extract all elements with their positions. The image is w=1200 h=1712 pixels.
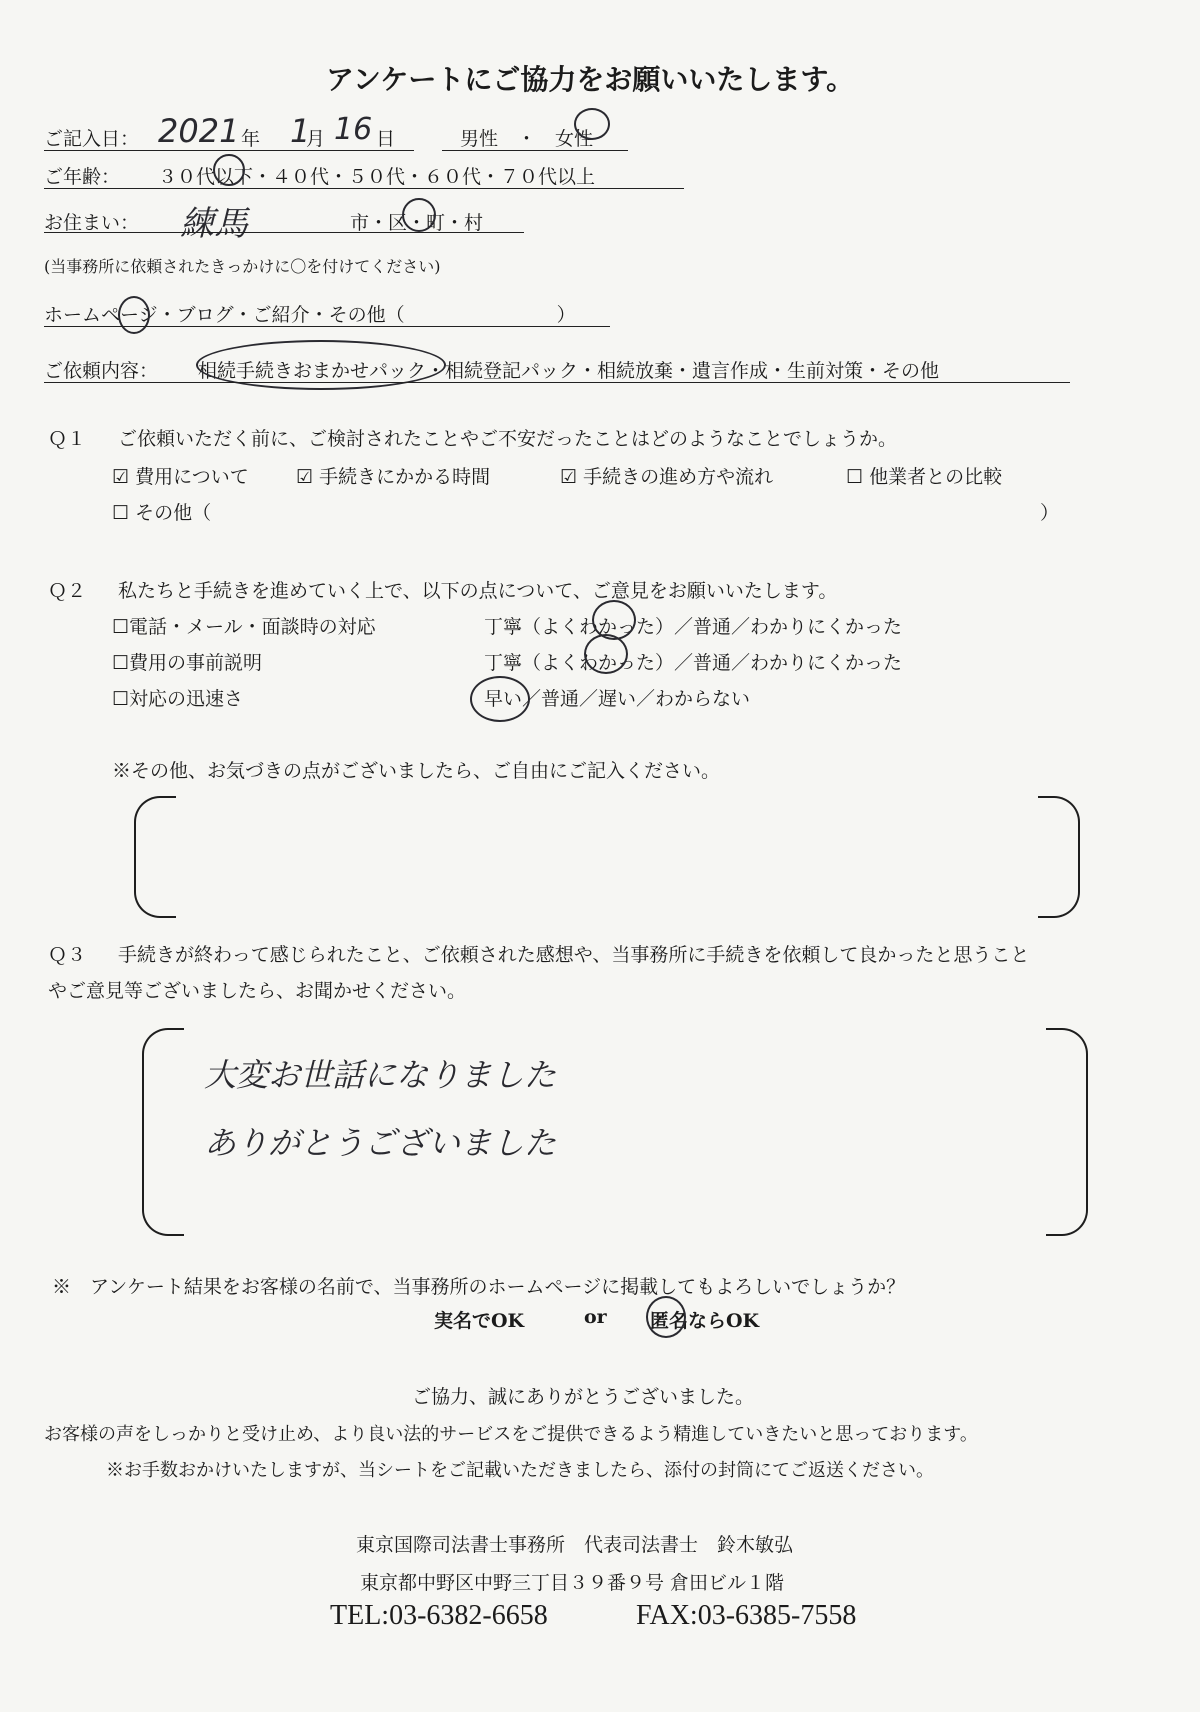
q2-row-fee-circle-mark xyxy=(584,634,628,674)
office-address: 東京都中野区中野三丁目３９番９号 倉田ビル１階 xyxy=(360,1572,785,1594)
gender-female-circle-mark xyxy=(574,108,610,140)
age-label: ご年齢： xyxy=(44,166,121,188)
trigger-underline xyxy=(44,326,610,327)
address-underline xyxy=(44,232,524,233)
q1-option-cost: ☑ 費用について xyxy=(112,466,249,488)
q2-comment-bracket-left xyxy=(134,796,176,918)
publish-question: ※ アンケート結果をお客様の名前で、当事務所のホームページに掲載してもよろしいでしょうか？ xyxy=(52,1276,906,1298)
q1-option-compare: ☐ 他業者との比較 xyxy=(846,466,1003,488)
q2-row-speed-circle-mark xyxy=(470,676,530,722)
date-month-value: 1 xyxy=(290,112,311,150)
age-options: ３０代以下・４０代・５０代・６０代・７０代以上 xyxy=(158,166,596,188)
closing-thanks: ご協力、誠にありがとうございました。 xyxy=(412,1386,755,1408)
office-name: 東京国際司法書士事務所 代表司法書士 鈴木敏弘 xyxy=(356,1534,794,1556)
q2-row-contact-scale: 丁寧（よくわかった）／普通／わかりにくかった xyxy=(484,616,903,638)
request-label: ご依頼内容： xyxy=(44,360,159,382)
q3-question-line2: やご意見等ございましたら、お聞かせください。 xyxy=(48,980,467,1002)
closing-message: お客様の声をしっかりと受け止め、より良い法的サービスをご提供できるよう精進していきたいと思っております。 xyxy=(44,1424,978,1445)
gender-underline xyxy=(442,150,628,151)
publish-or: or xyxy=(584,1306,607,1328)
trigger-options: ホームページ・ブログ・ご紹介・その他（ ） xyxy=(44,304,576,326)
address-ward-circle-mark xyxy=(402,198,436,232)
date-month-unit: 月 xyxy=(306,128,326,150)
office-tel: TEL:03-6382-6658 xyxy=(330,1600,548,1631)
trigger-homepage-circle-mark xyxy=(118,296,150,334)
publish-option-real-name: 実名でOK xyxy=(434,1310,525,1332)
address-label: お住まい： xyxy=(44,212,140,234)
q1-option-other: ☐ その他（ xyxy=(112,502,212,524)
q2-row-contact-label: ☐電話・メール・面談時の対応 xyxy=(112,616,376,638)
request-options: 相続手続きおまかせパック・相続登記パック・相続放棄・遺言作成・生前対策・その他 xyxy=(198,360,940,382)
date-year-value: 2021 xyxy=(158,112,240,150)
q1-option-process: ☑ 手続きの進め方や流れ xyxy=(560,466,774,488)
address-handwritten-value: 練馬 xyxy=(180,204,248,244)
q3-number: Ｑ３ xyxy=(48,944,87,966)
office-fax: FAX:03-6385-7558 xyxy=(636,1600,857,1631)
q2-question: 私たちと手続きを進めていく上で、以下の点について、ご意見をお願いいたします。 xyxy=(118,580,838,602)
date-day-value: 16 xyxy=(334,112,373,147)
q3-answer-bracket-left xyxy=(142,1028,184,1236)
q2-row-speed-scale: 早い／普通／遅い／わからない xyxy=(484,688,751,710)
q2-row-speed-label: ☐対応の迅速さ xyxy=(112,688,244,710)
q1-option-time: ☑ 手続きにかかる時間 xyxy=(296,466,491,488)
q3-handwritten-answer-line2: ありがとうございました xyxy=(204,1124,557,1162)
date-day-unit: 日 xyxy=(376,128,396,150)
age-underline xyxy=(44,188,684,189)
gender-options: 男性 ・ 女性 xyxy=(460,128,594,150)
q3-answer-bracket-right xyxy=(1046,1028,1088,1236)
page-title: アンケートにご協力をお願いいたします。 xyxy=(326,63,855,96)
q2-free-prompt: ※その他、お気づきの点がございましたら、ご自由にご記入ください。 xyxy=(112,760,721,782)
q2-comment-bracket-right xyxy=(1038,796,1080,918)
closing-note: ※お手数おかけいたしますが、当シートをご記載いただきましたら、添付の封筒にてご返送ください。 xyxy=(106,1460,934,1481)
publish-option-anonymous: 匿名ならOK xyxy=(650,1310,760,1332)
request-underline xyxy=(44,382,1070,383)
q1-option-other-close: ） xyxy=(1040,502,1060,524)
q1-question: ご依頼いただく前に、ご検討されたことやご不安だったことはどのようなことでしょうか。 xyxy=(118,428,898,450)
q2-row-fee-scale: 丁寧（よくわかった）／普通／わかりにくかった xyxy=(484,652,903,674)
date-underline xyxy=(44,150,414,151)
date-year-unit: 年 xyxy=(241,128,261,150)
address-options: 市・区・町・村 xyxy=(350,212,484,234)
q2-row-fee-label: ☐費用の事前説明 xyxy=(112,652,263,674)
date-label: ご記入日： xyxy=(44,128,140,150)
age-circle-mark xyxy=(213,154,245,186)
q1-number: Ｑ１ xyxy=(48,428,87,450)
q3-question-line1: 手続きが終わって感じられたこと、ご依頼された感想や、当事務所に手続きを依頼して良かったと思うこと xyxy=(118,944,1030,966)
q2-number: Ｑ２ xyxy=(48,580,87,602)
q3-handwritten-answer-line1: 大変お世話になりました xyxy=(204,1056,557,1094)
publish-anonymous-circle-mark xyxy=(646,1296,686,1338)
trigger-instruction: (当事務所に依頼されたきっかけに〇を付けてください) xyxy=(44,257,441,276)
